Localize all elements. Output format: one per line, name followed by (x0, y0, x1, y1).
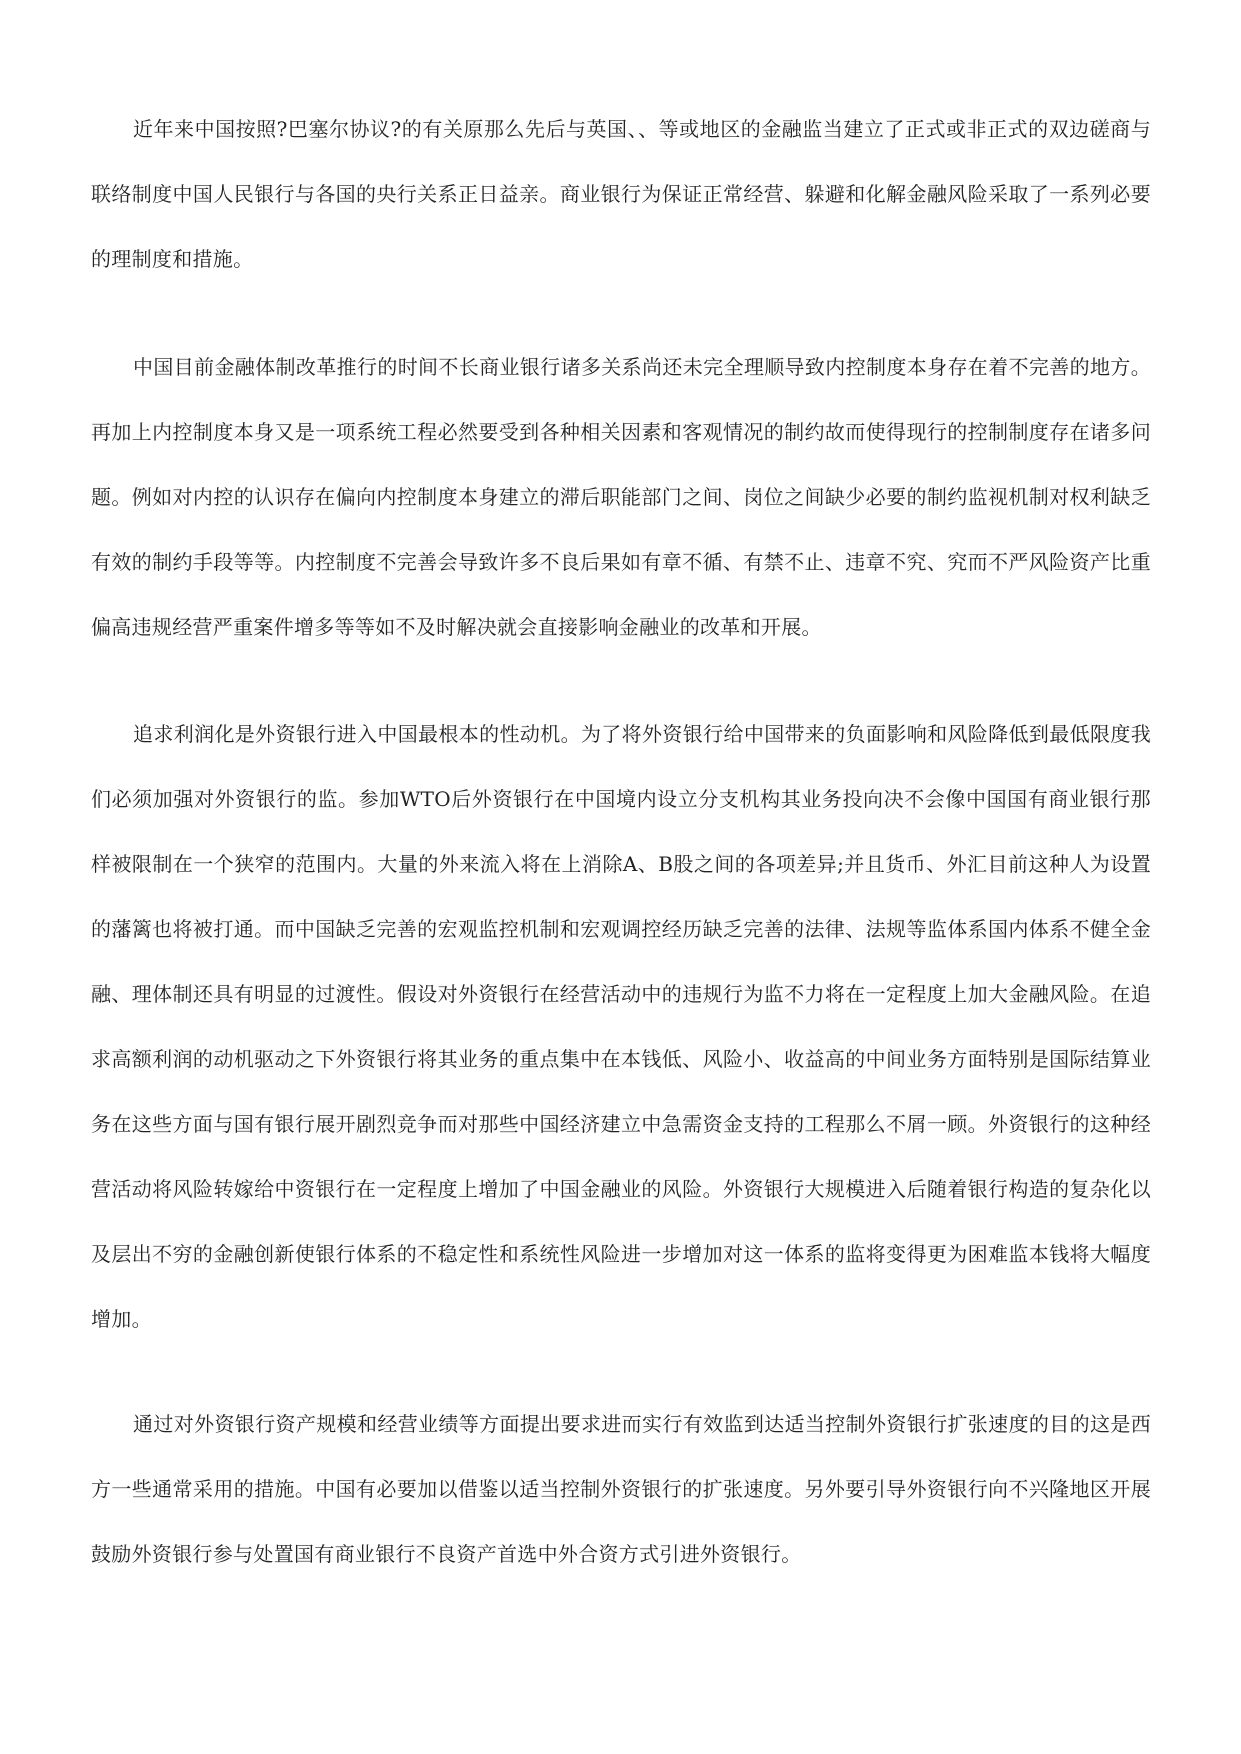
paragraph-2: 中国目前金融体制改革推行的时间不长商业银行诸多关系尚还未完全理顺导致内控制度本身存在着不完善的地方。再加上内控制度本身又是一项系统工程必然要受到各种相关因素和客观情况的制约故而使得现行的控制制度存在诸多问题。例如对内控的认识存在偏向内控制度本身建立的滞后职能部门之间、岗位之间缺少必要的制约监视机制对权利缺乏有效的制约手段等等。内控制度不完善会导致许多不良后果如有章不循、有禁不止、违章不究、究而不严风险资产比重偏高违规经营严重案件增多等等如不及时解决就会直接影响金融业的改革和开展。 (91, 355, 1151, 639)
document-body (91, 97, 1151, 1630)
paragraph-1: 近年来中国按照?巴塞尔协议?的有关原那么先后与英国、、等或地区的金融监当建立了正式或非正式的双边磋商与联络制度中国人民银行与各国的央行关系正日益亲。商业银行为保证正常经营、躲避和化解金融风险采取了一系列必要的理制度和措施。 (91, 117, 1151, 271)
paragraph-3: 追求利润化是外资银行进入中国最根本的性动机。为了将外资银行给中国带来的负面影响和风险降低到最低限度我们必须加强对外资银行的监。参加WTO后外资银行在中国境内设立分支机构其业务投向决不会像中国国有商业银行那样被限制在一个狭窄的范围内。大量的外来流入将在上消除A、B股之间的各项差异;并且货币、外汇目前这种人为设置的藩篱也将被打通。而中国缺乏完善的宏观监控机制和宏观调控经历缺乏完善的法律、法规等监体系国内体系不健全金融、理体制还具有明显的过渡性。假设对外资银行在经营活动中的违规行为监不力将在一定程度上加大金融风险。在追求高额利润的动机驱动之下外资银行将其业务的重点集中在本钱低、风险小、收益高的中间业务方面特别是国际结算业务在这些方面与国有银行展开剧烈竞争而对那些中国经济建立中急需资金支持的工程那么不屑一顾。外资银行的这种经营活动将风险转嫁给中资银行在一定程度上增加了中国金融业的风险。外资银行大规模进入后随着银行构造的复杂化以及层出不穷的金融创新使银行体系的不稳定性和系统性风险进一步增加对这一体系的监将变得更为困难监本钱将大幅度增加。 (91, 722, 1151, 1331)
paragraph-4: 通过对外资银行资产规模和经营业绩等方面提出要求进而实行有效监到达适当控制外资银行扩张速度的目的这是西方一些通常采用的措施。中国有必要加以借鉴以适当控制外资银行的扩张速度。另外要引导外资银行向不兴隆地区开展鼓励外资银行参与处置国有商业银行不良资产首选中外合资方式引进外资银行。 (91, 1412, 1151, 1566)
